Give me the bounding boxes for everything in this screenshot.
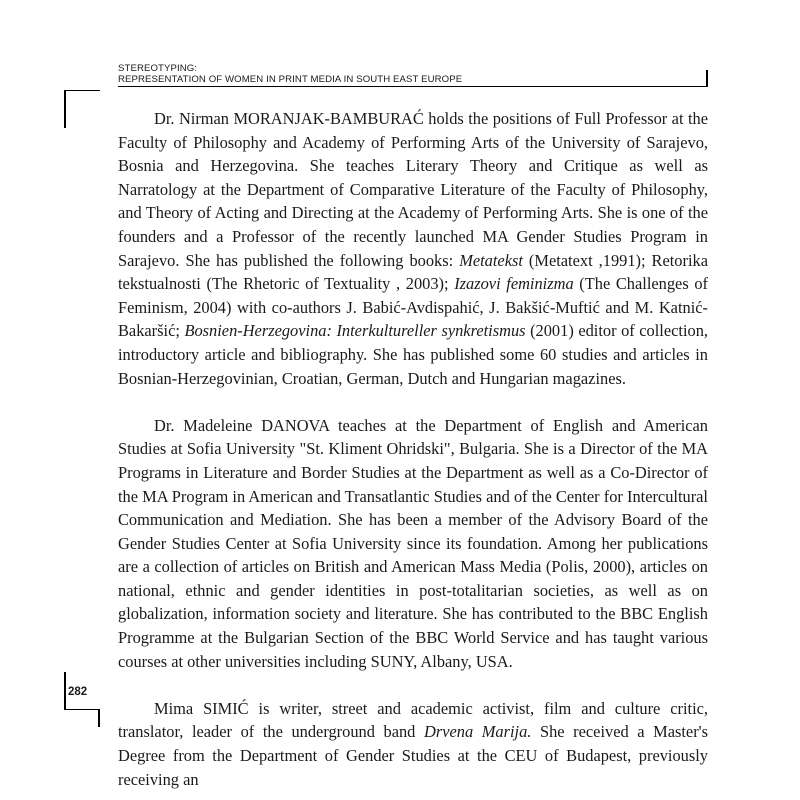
running-header xyxy=(118,63,518,85)
left-top-rule xyxy=(64,90,66,128)
contributor-bios xyxy=(118,107,708,791)
page-number: 282 xyxy=(68,686,88,698)
bio-text: Dr. Nirman MORANJAK-BAMBURAĆ holds the positions of Full Professor at the Faculty of Philosophy and Academy of Performing Arts of the University of Sarajevo, Bosnia and Herzegovina. She teaches Literary Theory and Critique as well as Narratology at the Department of Comparative Literature of the Faculty of Philosophy, and Theory of Acting and Directing at the Academy of Performing Arts. She is one of the founders and a Professor of the recently launched MA Gender Studies Program in Sarajevo. She has published the following books: xyxy=(118,109,708,270)
running-header-line-2: REPRESENTATION OF WOMEN IN PRINT MEDIA IN SOUTH EAST EUROPE xyxy=(118,74,463,85)
page-number-bottom-tick xyxy=(98,709,100,727)
running-header-line-1: STEREOTYPING: xyxy=(118,63,198,74)
bio-paragraph-simic xyxy=(118,697,708,791)
book-title: Izazovi feminizma xyxy=(454,274,574,294)
bio-paragraph-danova xyxy=(118,414,708,674)
bio-text: Dr. Madeleine DANOVA teaches at the Department of English and American Studies at Sofia University "St. Kliment Ohridski", Bulgaria. She is a Director of the MA Programs in Literature and Border Studies at the Department as well as a Co-Director of the MA Program in American and Transatlantic Studies and of the Center for Intercultural Communication and Mediation. She has been a member of the Advisory Board of the Gender Studies Center at Sofia University since its foundation. Among her publications are a collection of articles on British and American Mass Media (Polis, 2000), articles on national, ethnic and gender identities in post-totalitarian societies, as well as on globalization, information society and literature. She has contributed to the BBC English Programme at the Bulgarian Section of the BBC World Service and has taught various courses at other universities including SUNY, Albany, USA. xyxy=(118,415,708,671)
book-title: Metatekst xyxy=(459,250,523,270)
bio-text: Mima SIMIĆ is writer, street and academic activist, film and culture critic, translator, leader of the underground band xyxy=(118,698,708,742)
bio-text: She received a Master's Degree from the Department of Gender Studies at the CEU of Budapest, previously receiving an xyxy=(118,722,708,789)
left-top-rule-horizontal xyxy=(64,90,100,91)
band-name: Drvena Marija. xyxy=(423,722,532,742)
header-right-tick xyxy=(706,70,708,87)
bio-text: (Metatext ,1991); Retorika tekstualnosti (The Rhetoric of Textuality , 2003); xyxy=(118,250,708,294)
bio-paragraph-moranjak-bamburac xyxy=(118,107,708,390)
bio-text: (2001) editor of collection, introductory article and bibliography. She has published some 60 studies and articles in Bosnian-Herzegovinian, Croatian, German, Dutch and Hungarian magazines. xyxy=(118,321,709,388)
bio-text: (The Challenges of Feminism, 2004) with co-authors J. Babić-Avdispahić, J. Bakšić-Muftić and M. Katnić-Bakaršić; xyxy=(118,274,709,341)
header-underline-rule xyxy=(118,86,707,87)
book-title: Bosnien-Herzegovina: Interkultureller synkretismus xyxy=(184,321,526,341)
page-number-bottom-rule xyxy=(64,709,100,710)
page-number-left-rule xyxy=(64,672,66,710)
